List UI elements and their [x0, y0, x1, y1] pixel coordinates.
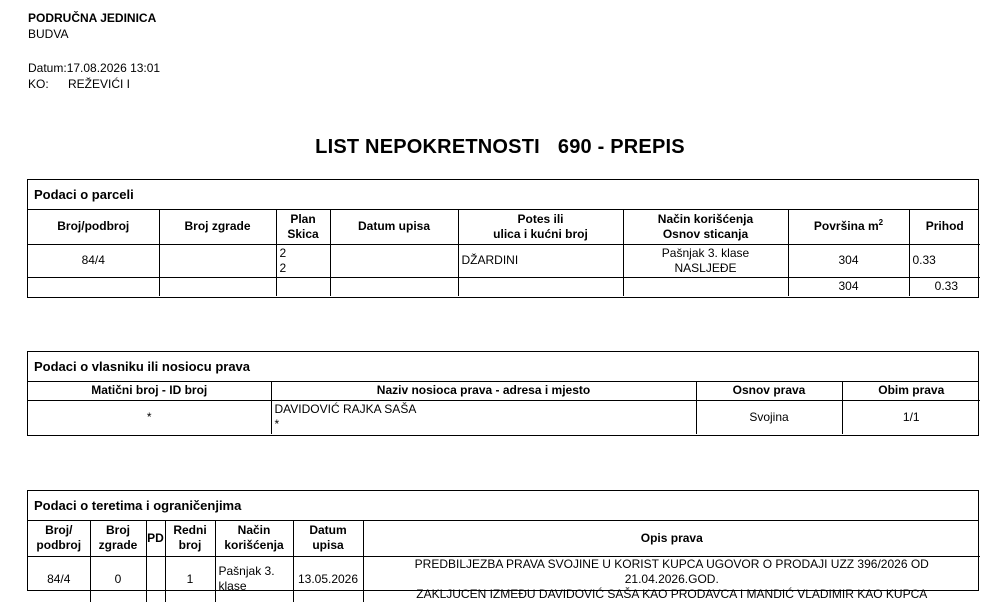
col-zgrada-line1: Broj	[106, 523, 130, 538]
col-redni-line2: broj	[178, 538, 202, 553]
total-povrsina: 304	[788, 277, 909, 296]
col-broj-line1: Broj/	[45, 523, 73, 538]
cell-owner-name: DAVIDOVIĆ RAJKA SAŠA	[274, 402, 417, 417]
col-datum-upisa: Datum upisa	[330, 210, 458, 244]
burden-section-title: Podaci o teretima i ograničenjima	[28, 491, 978, 521]
date-value: 17.08.2026 13:01	[66, 61, 161, 75]
totals-row	[28, 277, 980, 296]
cell-plan: 2	[279, 245, 287, 260]
col-potes	[458, 210, 623, 244]
col-maticni-broj: Matični broj - ID broj	[28, 382, 271, 400]
date-label: Datum:	[28, 61, 67, 75]
col-povrsina-label: Površina m	[813, 219, 879, 234]
col-povrsina-sup: 2	[878, 218, 884, 228]
owner-section-title: Podaci o vlasniku ili nosiocu prava	[28, 352, 978, 382]
parcel-section-title: Podaci o parceli	[28, 180, 978, 210]
owner-header-row	[28, 382, 980, 400]
col-skica: Skica	[287, 226, 319, 241]
cell-zgrada	[159, 244, 276, 277]
cell-osnov-sticanja: NASLJEĐE	[674, 260, 737, 275]
cell-zgrada: 0	[90, 556, 146, 602]
date-ko-block	[28, 60, 160, 92]
ko-label: KO:	[28, 77, 49, 91]
parcel-table	[28, 210, 980, 296]
col-pd: PD	[146, 521, 165, 556]
cell-potes: DŽARDINI	[458, 244, 623, 277]
col-broj-line2: podbroj	[36, 538, 82, 553]
cell-nacin	[215, 556, 293, 602]
total-prihod: 0.33	[934, 279, 958, 294]
cell-broj: 84/4	[28, 244, 159, 277]
col-nacin-koriscenja	[215, 521, 293, 556]
organization-header	[28, 10, 156, 42]
col-broj-podbroj: Broj/podbroj	[28, 210, 159, 244]
table-row	[28, 244, 980, 277]
cell-naziv	[271, 400, 696, 434]
cell-nacin-line2: klase	[218, 579, 247, 593]
col-prihod: Prihod	[909, 210, 980, 244]
col-potes-line1: Potes ili	[517, 211, 564, 226]
owner-section	[27, 351, 979, 436]
col-datum-upisa	[293, 521, 363, 556]
parcel-header-row	[28, 210, 980, 244]
date-row	[28, 60, 160, 76]
owner-table	[28, 382, 980, 434]
col-datum-line1: Datum	[309, 523, 347, 538]
burden-section	[27, 490, 979, 601]
col-nacin-koriscenja	[623, 210, 788, 244]
col-datum-line2: upisa	[312, 538, 344, 553]
org-unit-label: PODRUČNA JEDINICA	[28, 11, 157, 25]
ko-row	[28, 76, 160, 92]
col-broj-podbroj	[28, 521, 90, 556]
cell-osnov: Svojina	[696, 400, 842, 434]
cell-nacin-koriscenja: Pašnjak 3. klase	[661, 245, 750, 260]
burden-table	[28, 521, 980, 602]
table-row	[28, 556, 980, 602]
col-povrsina	[788, 210, 909, 244]
cell-nacin	[623, 244, 788, 277]
table-row	[28, 400, 980, 434]
parcel-section	[27, 179, 979, 298]
col-naziv-nosioca: Naziv nosioca prava - adresa i mjesto	[271, 382, 696, 400]
cell-plan-skica	[276, 244, 330, 277]
col-redni-line1: Redni	[173, 523, 207, 538]
cell-pd	[146, 556, 165, 602]
col-osnov-prava: Osnov prava	[696, 382, 842, 400]
cell-skica: 2	[279, 260, 287, 275]
col-zgrada-line2: zgrade	[98, 538, 138, 553]
cell-obim: 1/1	[902, 409, 920, 424]
cell-datum	[330, 244, 458, 277]
org-city: BUDVA	[28, 27, 69, 41]
col-obim-prava: Obim prava	[842, 382, 980, 400]
col-broj-zgrade	[90, 521, 146, 556]
cell-povrsina: 304	[788, 244, 909, 277]
col-opis-prava: Opis prava	[363, 521, 980, 556]
cell-opis-line1: PREDBILJEZBA PRAVA SVOJINE U KORIST KUPCA UGOVOR O PRODAJI UZZ 396/2026 OD 21.04.2026.GOD.	[414, 556, 929, 586]
col-nacin-line2: Osnov sticanja	[662, 226, 749, 241]
cell-broj: 84/4	[28, 556, 90, 602]
cell-opis-line2: ZAKLJUCEN IZMEĐU DAVIDOVIĆ SAŠA KAO PRODAVCA I MANDIĆ VLADIMIR KAO KUPCA	[416, 586, 928, 601]
cell-maticni: *	[28, 400, 271, 434]
burden-header-row	[28, 521, 980, 556]
col-nacin-line2: korišćenja	[224, 538, 284, 553]
cell-opis	[363, 556, 980, 602]
cell-prihod: 0.33	[909, 244, 980, 277]
col-plan: Plan	[290, 211, 316, 226]
cell-datum: 13.05.2026	[293, 556, 363, 602]
col-broj-zgrade: Broj zgrade	[159, 210, 276, 244]
document-title	[0, 136, 1000, 159]
col-nacin-line1: Način	[237, 523, 271, 538]
cell-nacin-line1: Pašnjak 3.	[218, 564, 275, 578]
ko-value: REŽEVIĆI I	[68, 77, 131, 91]
cell-owner-address: *	[274, 417, 280, 432]
document-number: 690 - PREPIS	[557, 136, 685, 158]
cell-redni: 1	[165, 556, 215, 602]
col-potes-line2: ulica i kućni broj	[493, 226, 588, 241]
col-redni-broj	[165, 521, 215, 556]
document-title-main: LIST NEPOKRETNOSTI	[315, 136, 540, 158]
col-plan-skica	[276, 210, 330, 244]
col-nacin-line1: Način korišćenja	[657, 211, 754, 226]
